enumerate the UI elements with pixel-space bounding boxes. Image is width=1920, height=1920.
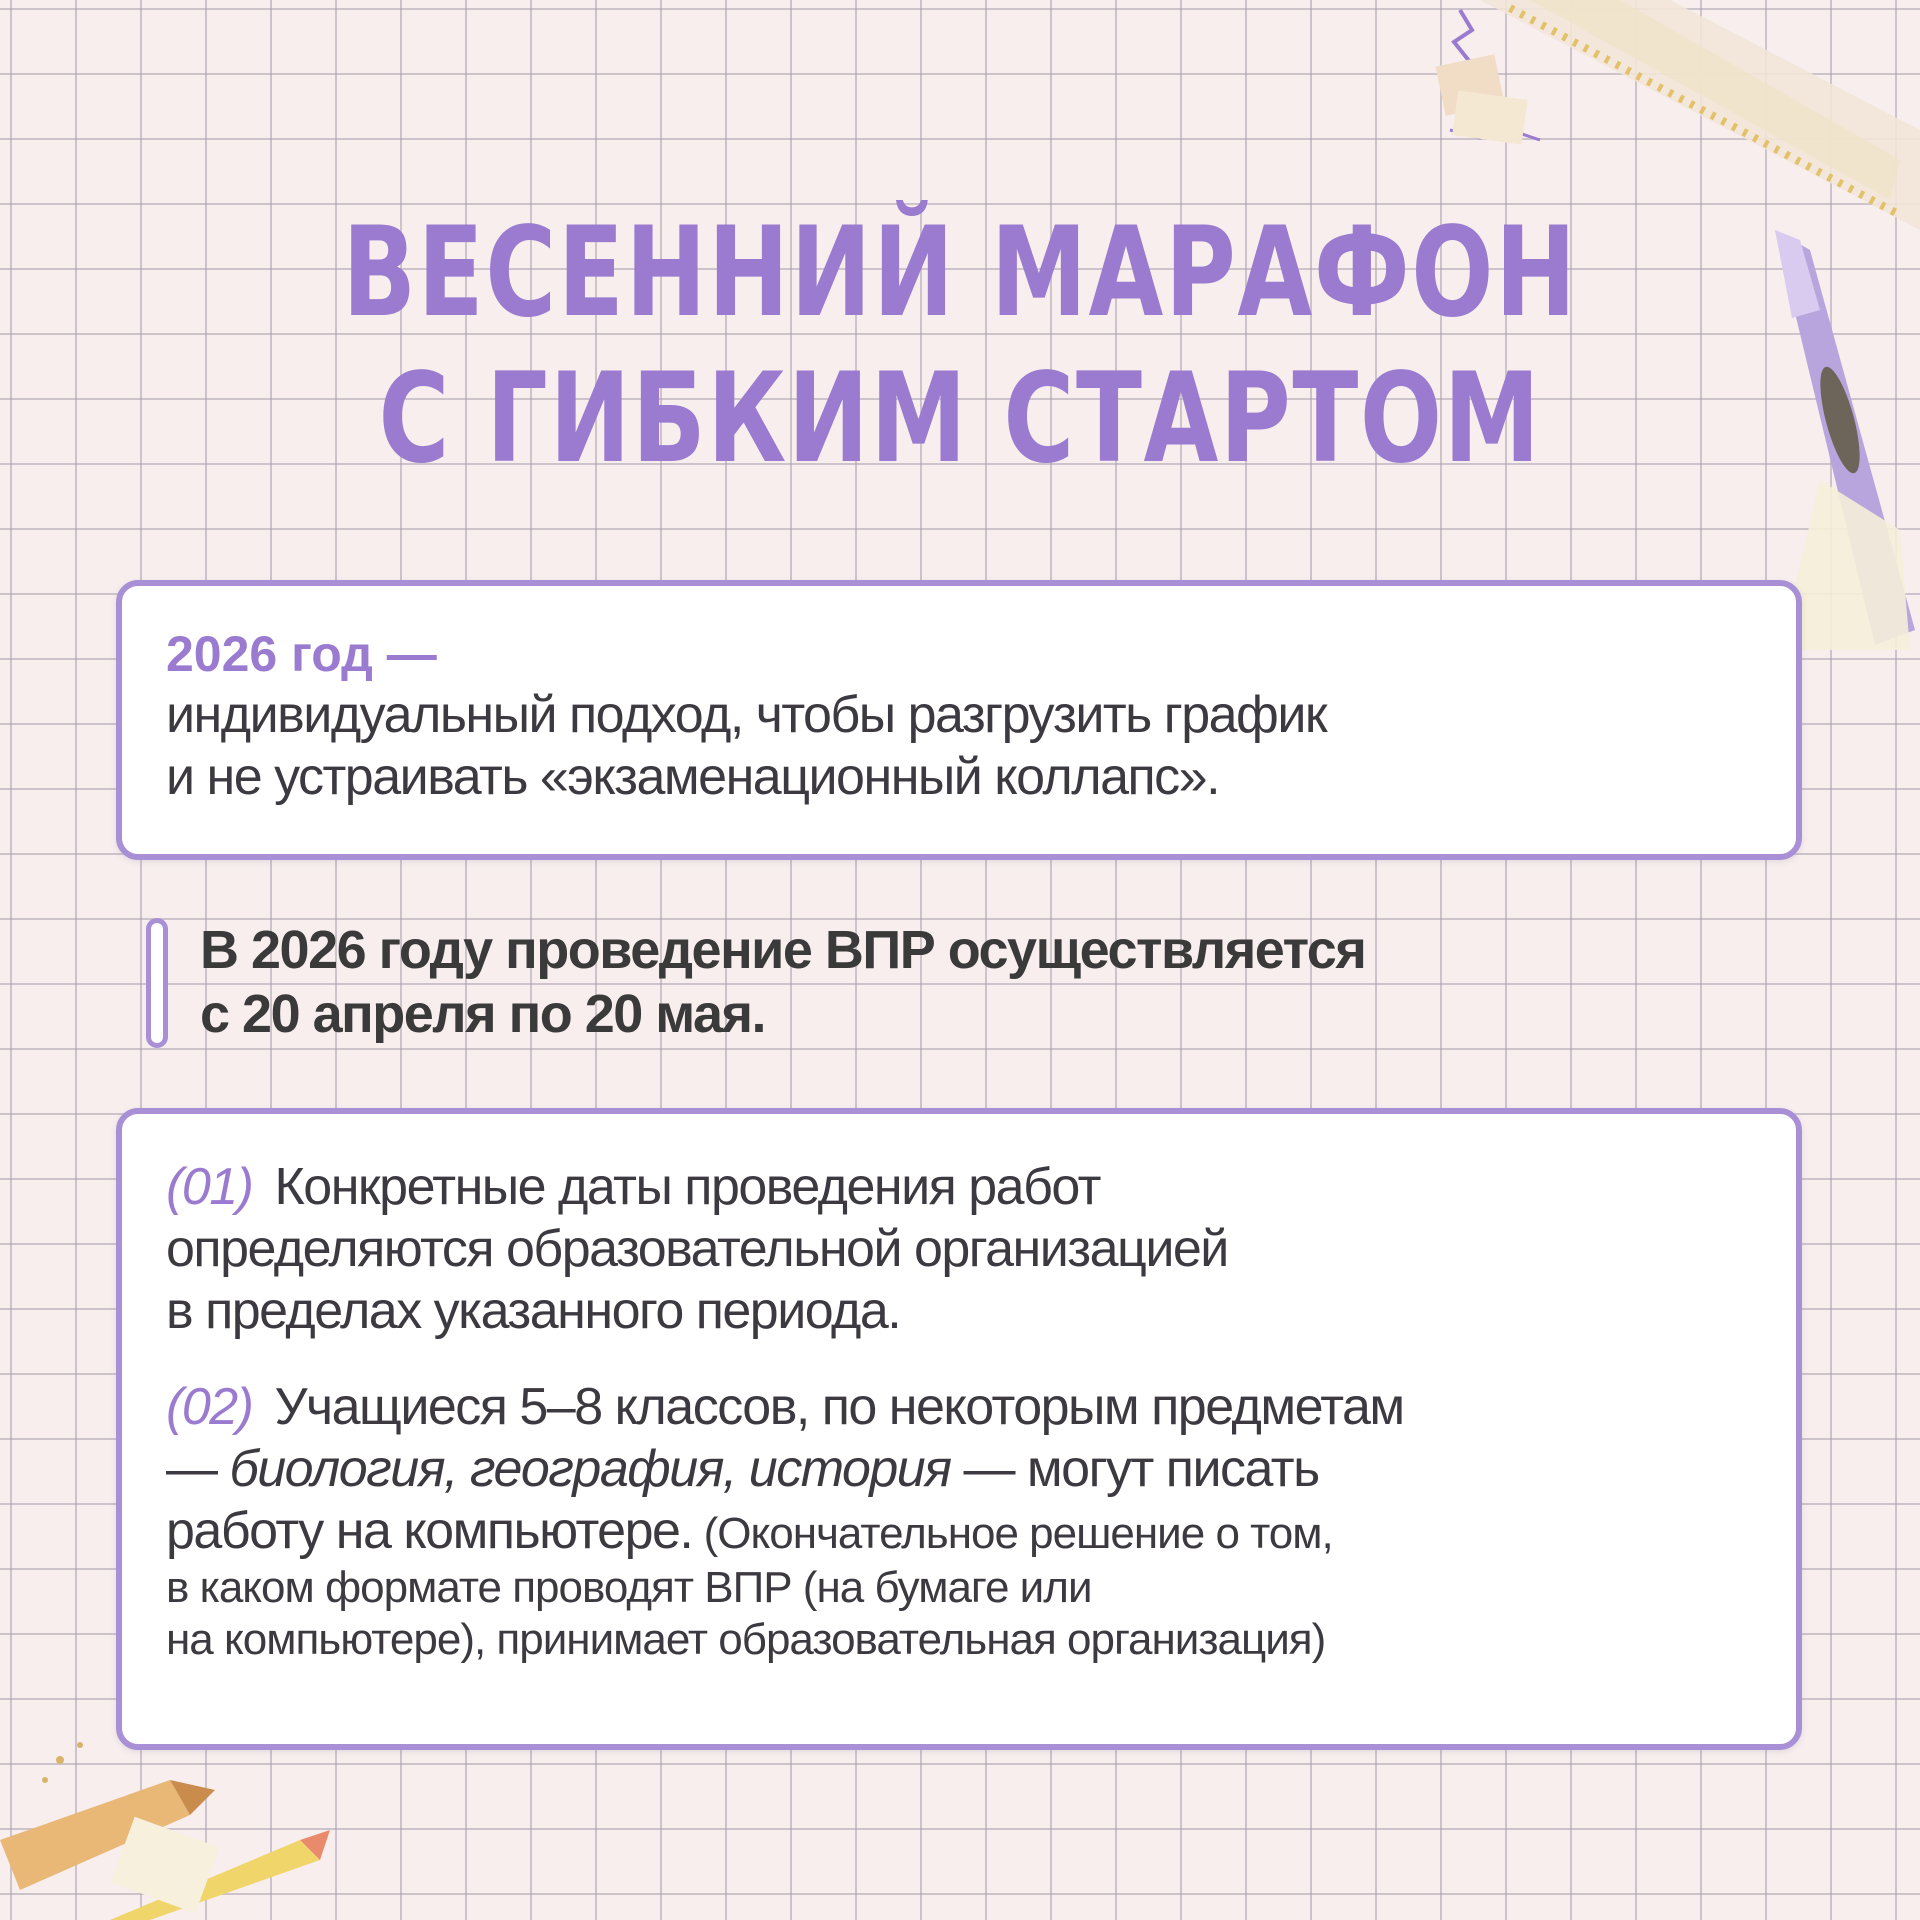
list-item-2-number: (02)	[166, 1378, 253, 1436]
intro-line-2: и не устраивать «экзаменационный коллапс».	[166, 748, 1220, 806]
page-title	[211, 200, 1709, 492]
list-item-2-subjects: биология, география, история	[229, 1440, 951, 1498]
list-item-2-note-3: на компьютере), принимает образовательная организация)	[166, 1615, 1326, 1664]
intro-card	[116, 580, 1802, 860]
intro-line-1: индивидуальный подход, чтобы разгрузить график	[166, 686, 1327, 744]
list-item-1-line-1	[166, 1156, 1752, 1218]
intro-heading: 2026 год —	[166, 626, 437, 682]
callout-line-1: В 2026 году проведение ВПР осуществляется	[200, 920, 1366, 980]
list-item-2-line-3	[166, 1500, 1752, 1562]
list-item-2-line-1	[166, 1376, 1752, 1438]
list-item-2-text-3: работу на компьютере.	[166, 1502, 693, 1560]
title-line-1: ВЕСЕННИЙ МАРАФОН	[342, 201, 1578, 345]
list-item-1-number: (01)	[166, 1158, 253, 1216]
list-item-2-rest: — могут писать	[950, 1440, 1319, 1498]
list-item-1	[166, 1156, 1752, 1342]
list-item-2-dash: —	[166, 1440, 230, 1498]
list-item-2-text-1: Учащиеся 5–8 классов, по некоторым предметам	[274, 1378, 1404, 1436]
list-item-2	[166, 1376, 1752, 1666]
list-item-1-line-3: в пределах указанного периода.	[166, 1282, 901, 1340]
list-item-2-line-2	[166, 1438, 1752, 1500]
pencil-icon	[0, 1720, 340, 1920]
callout-text	[200, 918, 1700, 1046]
title-line-2: С ГИБКИМ СТАРТОМ	[378, 347, 1542, 491]
list-item-1-line-2: определяются образовательной организацией	[166, 1220, 1228, 1278]
list-item-1-text-1: Конкретные даты проведения работ	[274, 1158, 1100, 1216]
list-item-2-note-1: (Окончательное решение о том,	[692, 1509, 1333, 1558]
list-item-2-note-2: в каком формате проводят ВПР (на бумаге или	[166, 1563, 1092, 1612]
callout-bar	[146, 918, 168, 1048]
details-card	[116, 1108, 1802, 1750]
callout-line-2: с 20 апреля по 20 мая.	[200, 984, 766, 1044]
